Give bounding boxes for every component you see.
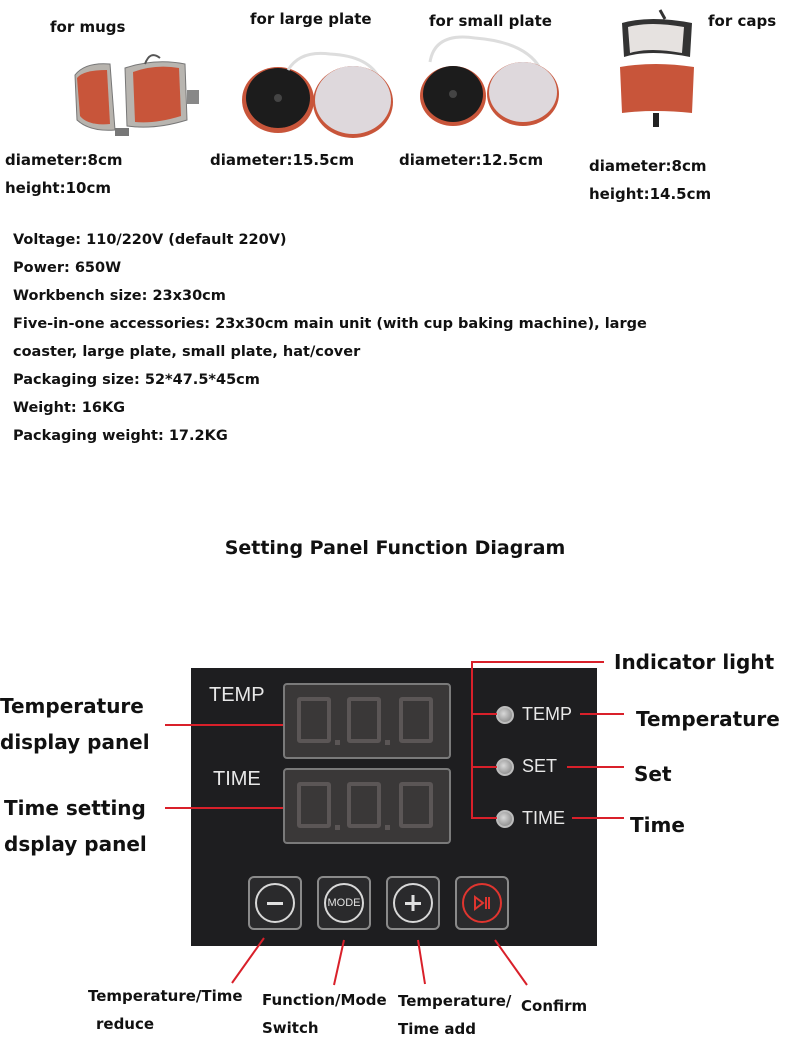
- callout-indicator-light: Indicator light: [614, 650, 775, 674]
- spec-accessories-2: coaster, large plate, small plate, hat/cover: [13, 344, 361, 360]
- callout-mode-switch: [262, 986, 387, 1042]
- large-plate-label: for large plate: [250, 10, 372, 28]
- callout-time-display-line1: Time setting: [4, 796, 146, 820]
- callout-reduce-line2: reduce: [96, 1015, 155, 1033]
- caps-diameter: diameter:8cm: [589, 157, 707, 175]
- small-plate-label: for small plate: [429, 12, 552, 30]
- callout-temperature-display: [0, 688, 150, 760]
- callout-time-display-line2: dsplay panel: [4, 832, 147, 856]
- mode-button-label: MODE: [324, 883, 364, 923]
- spec-power: Power: 650W: [13, 260, 122, 276]
- spec-weight: Weight: 16KG: [13, 400, 126, 416]
- callout-confirm: Confirm: [521, 997, 588, 1015]
- panel-temp-label: TEMP: [209, 684, 265, 706]
- callout-time: Time: [630, 813, 685, 837]
- spec-accessories-1: Five-in-one accessories: 23x30cm main unit (with cup baking machine), large: [13, 316, 647, 332]
- indicator-time-label: TIME: [522, 808, 565, 828]
- indicator-set-label: SET: [522, 756, 558, 776]
- large-plate-diameter: diameter:15.5cm: [210, 151, 355, 169]
- callout-reduce: [88, 982, 243, 1038]
- caps-label: for caps: [708, 12, 777, 30]
- spec-packaging-weight: Packaging weight: 17.2KG: [13, 428, 228, 444]
- panel-time-label: TIME: [213, 768, 261, 790]
- callout-mode-switch-line1: Function/Mode: [262, 991, 387, 1009]
- callout-add-line1: Temperature/: [398, 992, 512, 1010]
- callout-temperature-display-line1: Temperature: [0, 694, 144, 718]
- diagram-title: Setting Panel Function Diagram: [224, 537, 566, 559]
- indicator-temp-label: TEMP: [522, 704, 573, 724]
- spec-packaging-size: Packaging size: 52*47.5*45cm: [13, 372, 260, 388]
- callout-set: Set: [634, 762, 672, 786]
- callout-add: [398, 987, 511, 1043]
- small-plate-diameter: diameter:12.5cm: [399, 151, 544, 169]
- caps-height: height:14.5cm: [589, 185, 712, 203]
- spec-voltage: Voltage: 110/220V (default 220V): [13, 232, 287, 248]
- callout-add-line2: Time add: [398, 1020, 476, 1038]
- callout-mode-switch-line2: Switch: [262, 1019, 319, 1037]
- mugs-label: for mugs: [50, 18, 126, 36]
- callout-time-display: [4, 790, 147, 862]
- callout-temperature: Temperature: [636, 707, 780, 731]
- mugs-diameter: diameter:8cm: [5, 151, 123, 169]
- spec-workbench: Workbench size: 23x30cm: [13, 288, 226, 304]
- callout-temperature-display-line2: display panel: [0, 730, 150, 754]
- callout-reduce-line1: Temperature/Time: [88, 987, 243, 1005]
- mugs-height: height:10cm: [5, 179, 111, 197]
